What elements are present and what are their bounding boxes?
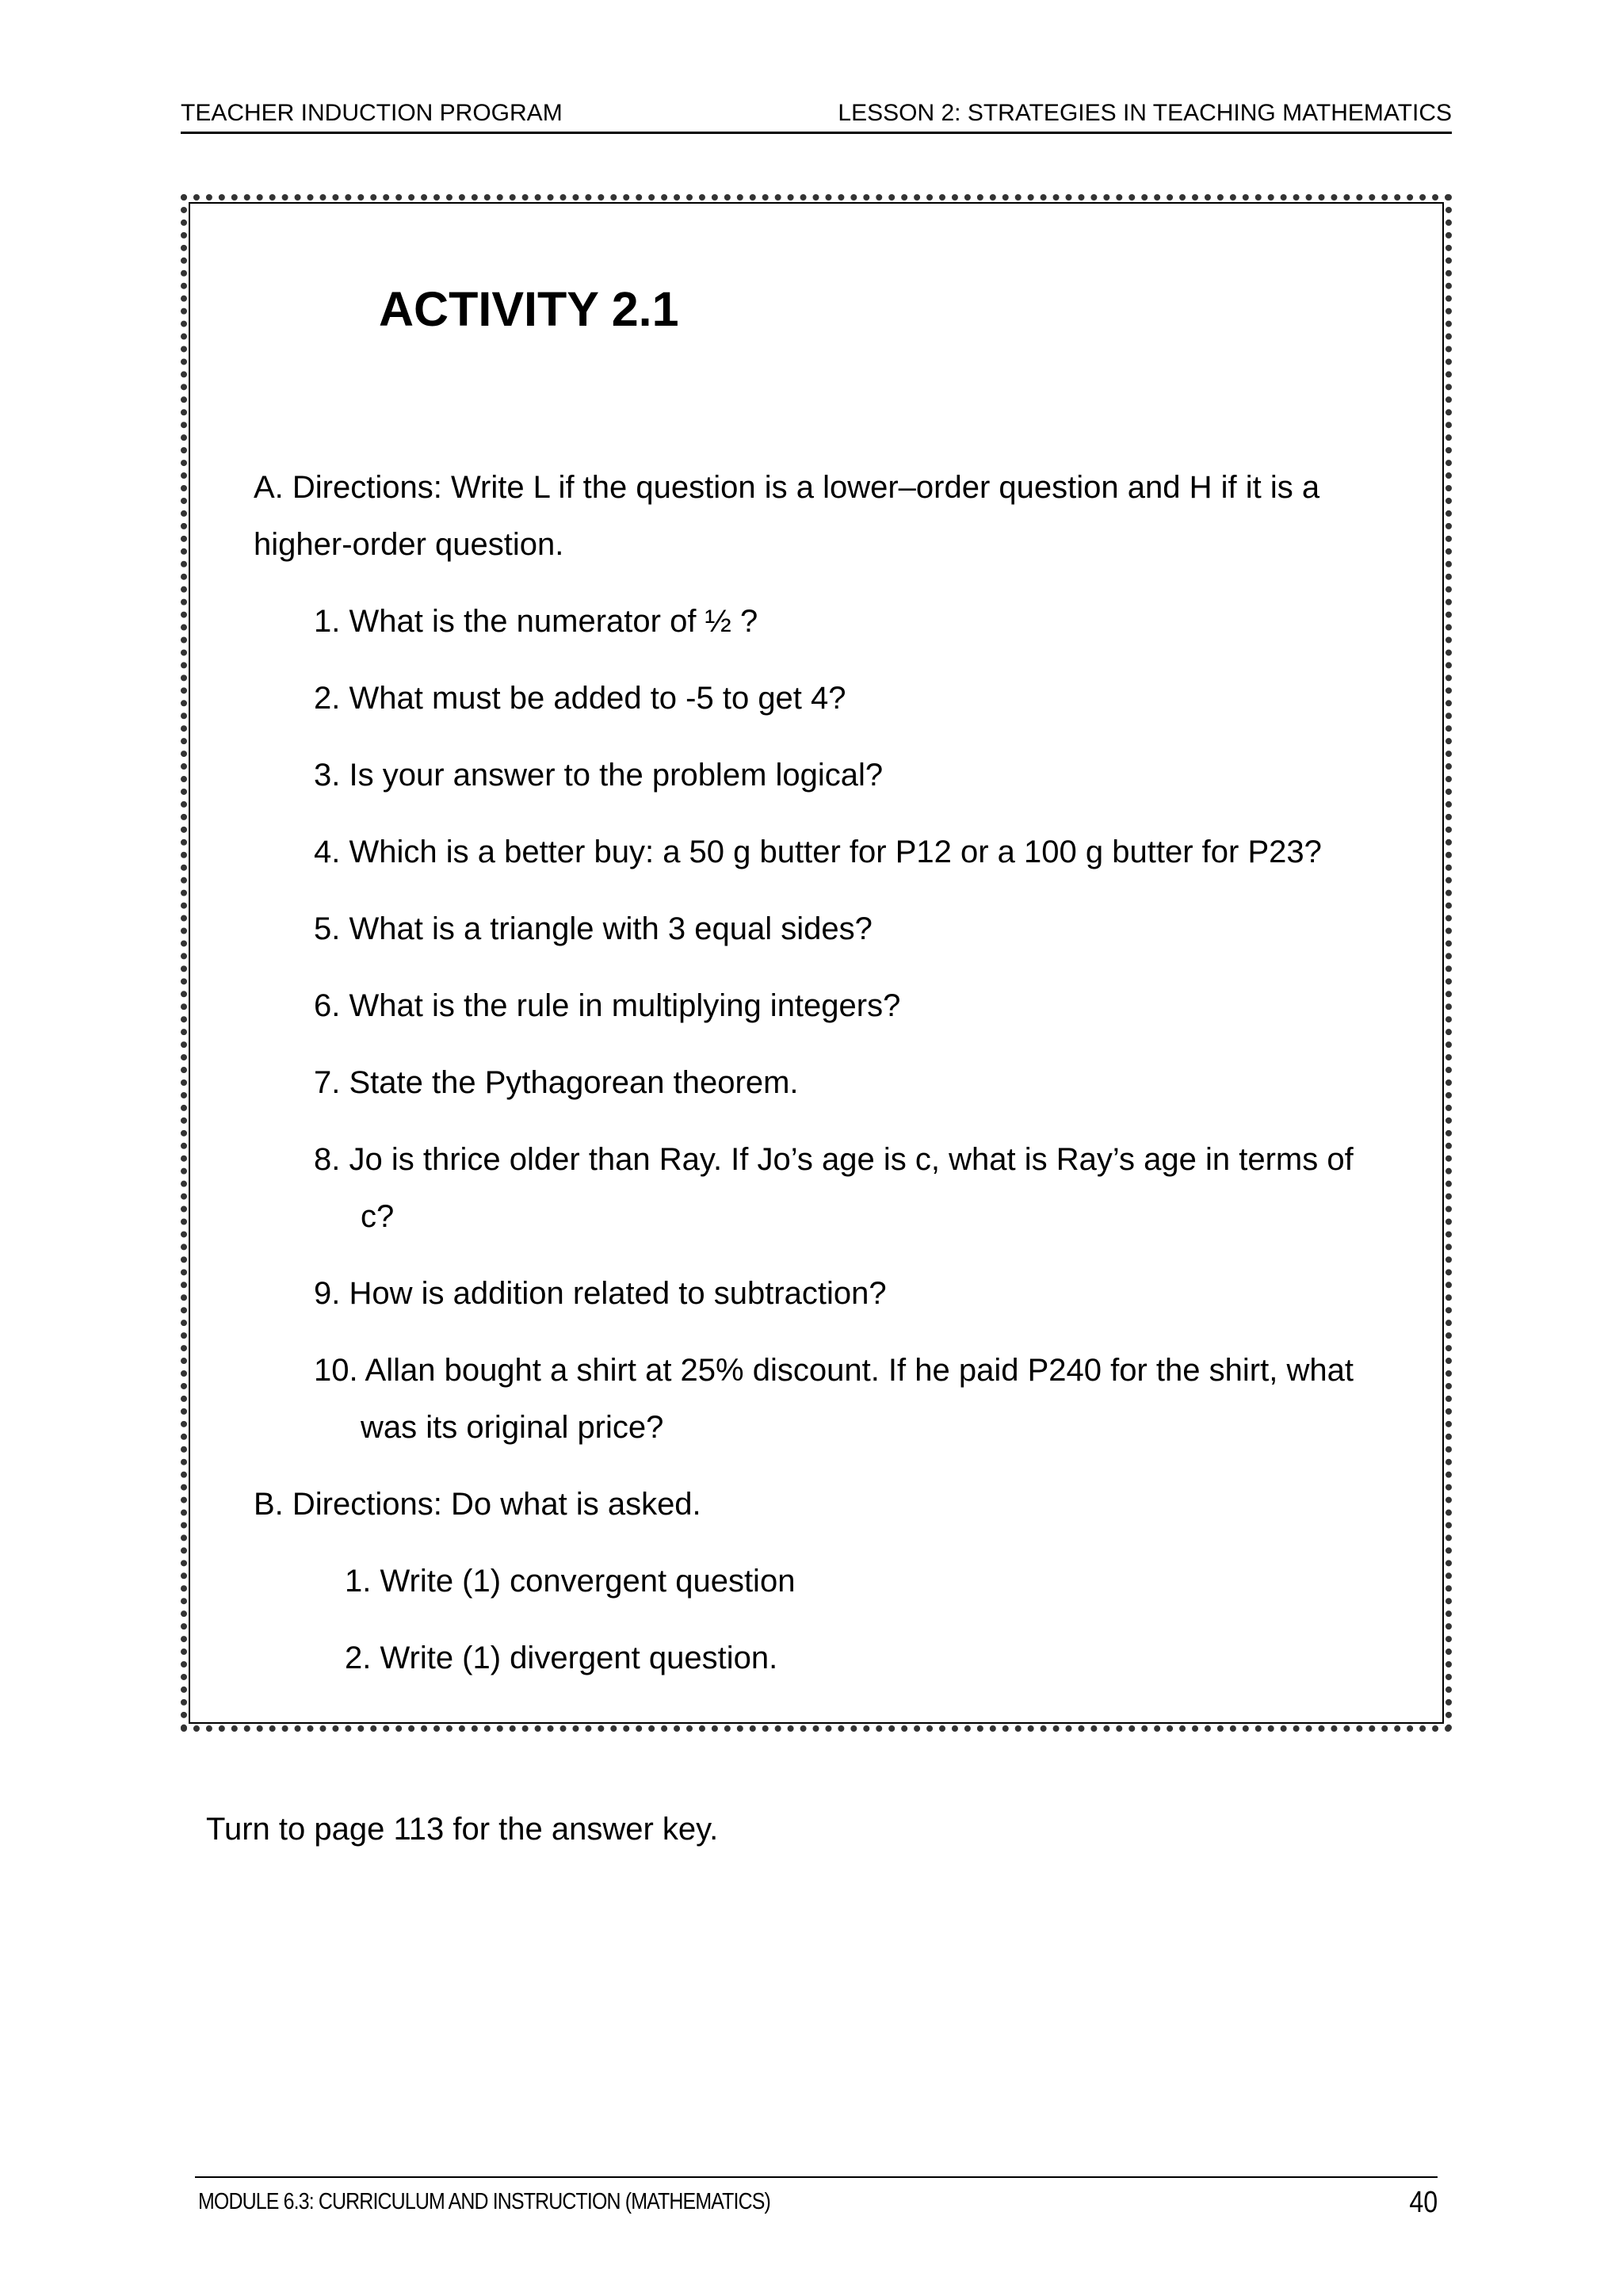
part-a-directions-line1: A. Directions: Write L if the question is a lower–order question and H if it is a [254, 470, 1320, 505]
activity-title: ACTIVITY 2.1 [379, 282, 679, 336]
question-item: 1. What is the numerator of ½ ? [314, 604, 758, 639]
question-item: 6. What is the rule in multiplying integers? [314, 988, 901, 1023]
question-item-continuation: c? [361, 1199, 395, 1234]
page-footer [195, 2176, 1438, 2218]
header-program-title: TEACHER INDUCTION PROGRAM [181, 100, 563, 126]
footer-module-title: MODULE 6.3: CURRICULUM AND INSTRUCTION (MATHEMATICS) [198, 2189, 770, 2214]
question-item: 8. Jo is thrice older than Ray. If Jo’s age is c, what is Ray’s age in terms of [314, 1142, 1354, 1177]
question-item-continuation: was its original price? [361, 1410, 664, 1445]
part-b-directions: B. Directions: Do what is asked. [254, 1487, 701, 1522]
header-lesson-title: LESSON 2: STRATEGIES IN TEACHING MATHEMATICS [838, 100, 1452, 126]
task-item: 1. Write (1) convergent question [345, 1564, 796, 1599]
question-item: 3. Is your answer to the problem logical? [314, 758, 884, 793]
question-item: 2. What must be added to -5 to get 4? [314, 681, 846, 716]
task-item: 2. Write (1) divergent question. [345, 1641, 778, 1675]
question-item: 9. How is addition related to subtraction? [314, 1276, 887, 1311]
question-item: 5. What is a triangle with 3 equal sides? [314, 911, 873, 946]
part-a-directions-line2: higher-order question. [254, 527, 564, 562]
question-item: 4. Which is a better buy: a 50 g butter for P12 or a 100 g butter for P23? [314, 835, 1322, 869]
question-item: 10. Allan bought a shirt at 25% discount. If he paid P240 for the shirt, what [314, 1353, 1354, 1388]
page-number: 40 [1409, 2186, 1438, 2219]
page-header [181, 94, 1452, 134]
question-item: 7. State the Pythagorean theorem. [314, 1065, 799, 1100]
answer-key-note: Turn to page 113 for the answer key. [206, 1812, 719, 1847]
